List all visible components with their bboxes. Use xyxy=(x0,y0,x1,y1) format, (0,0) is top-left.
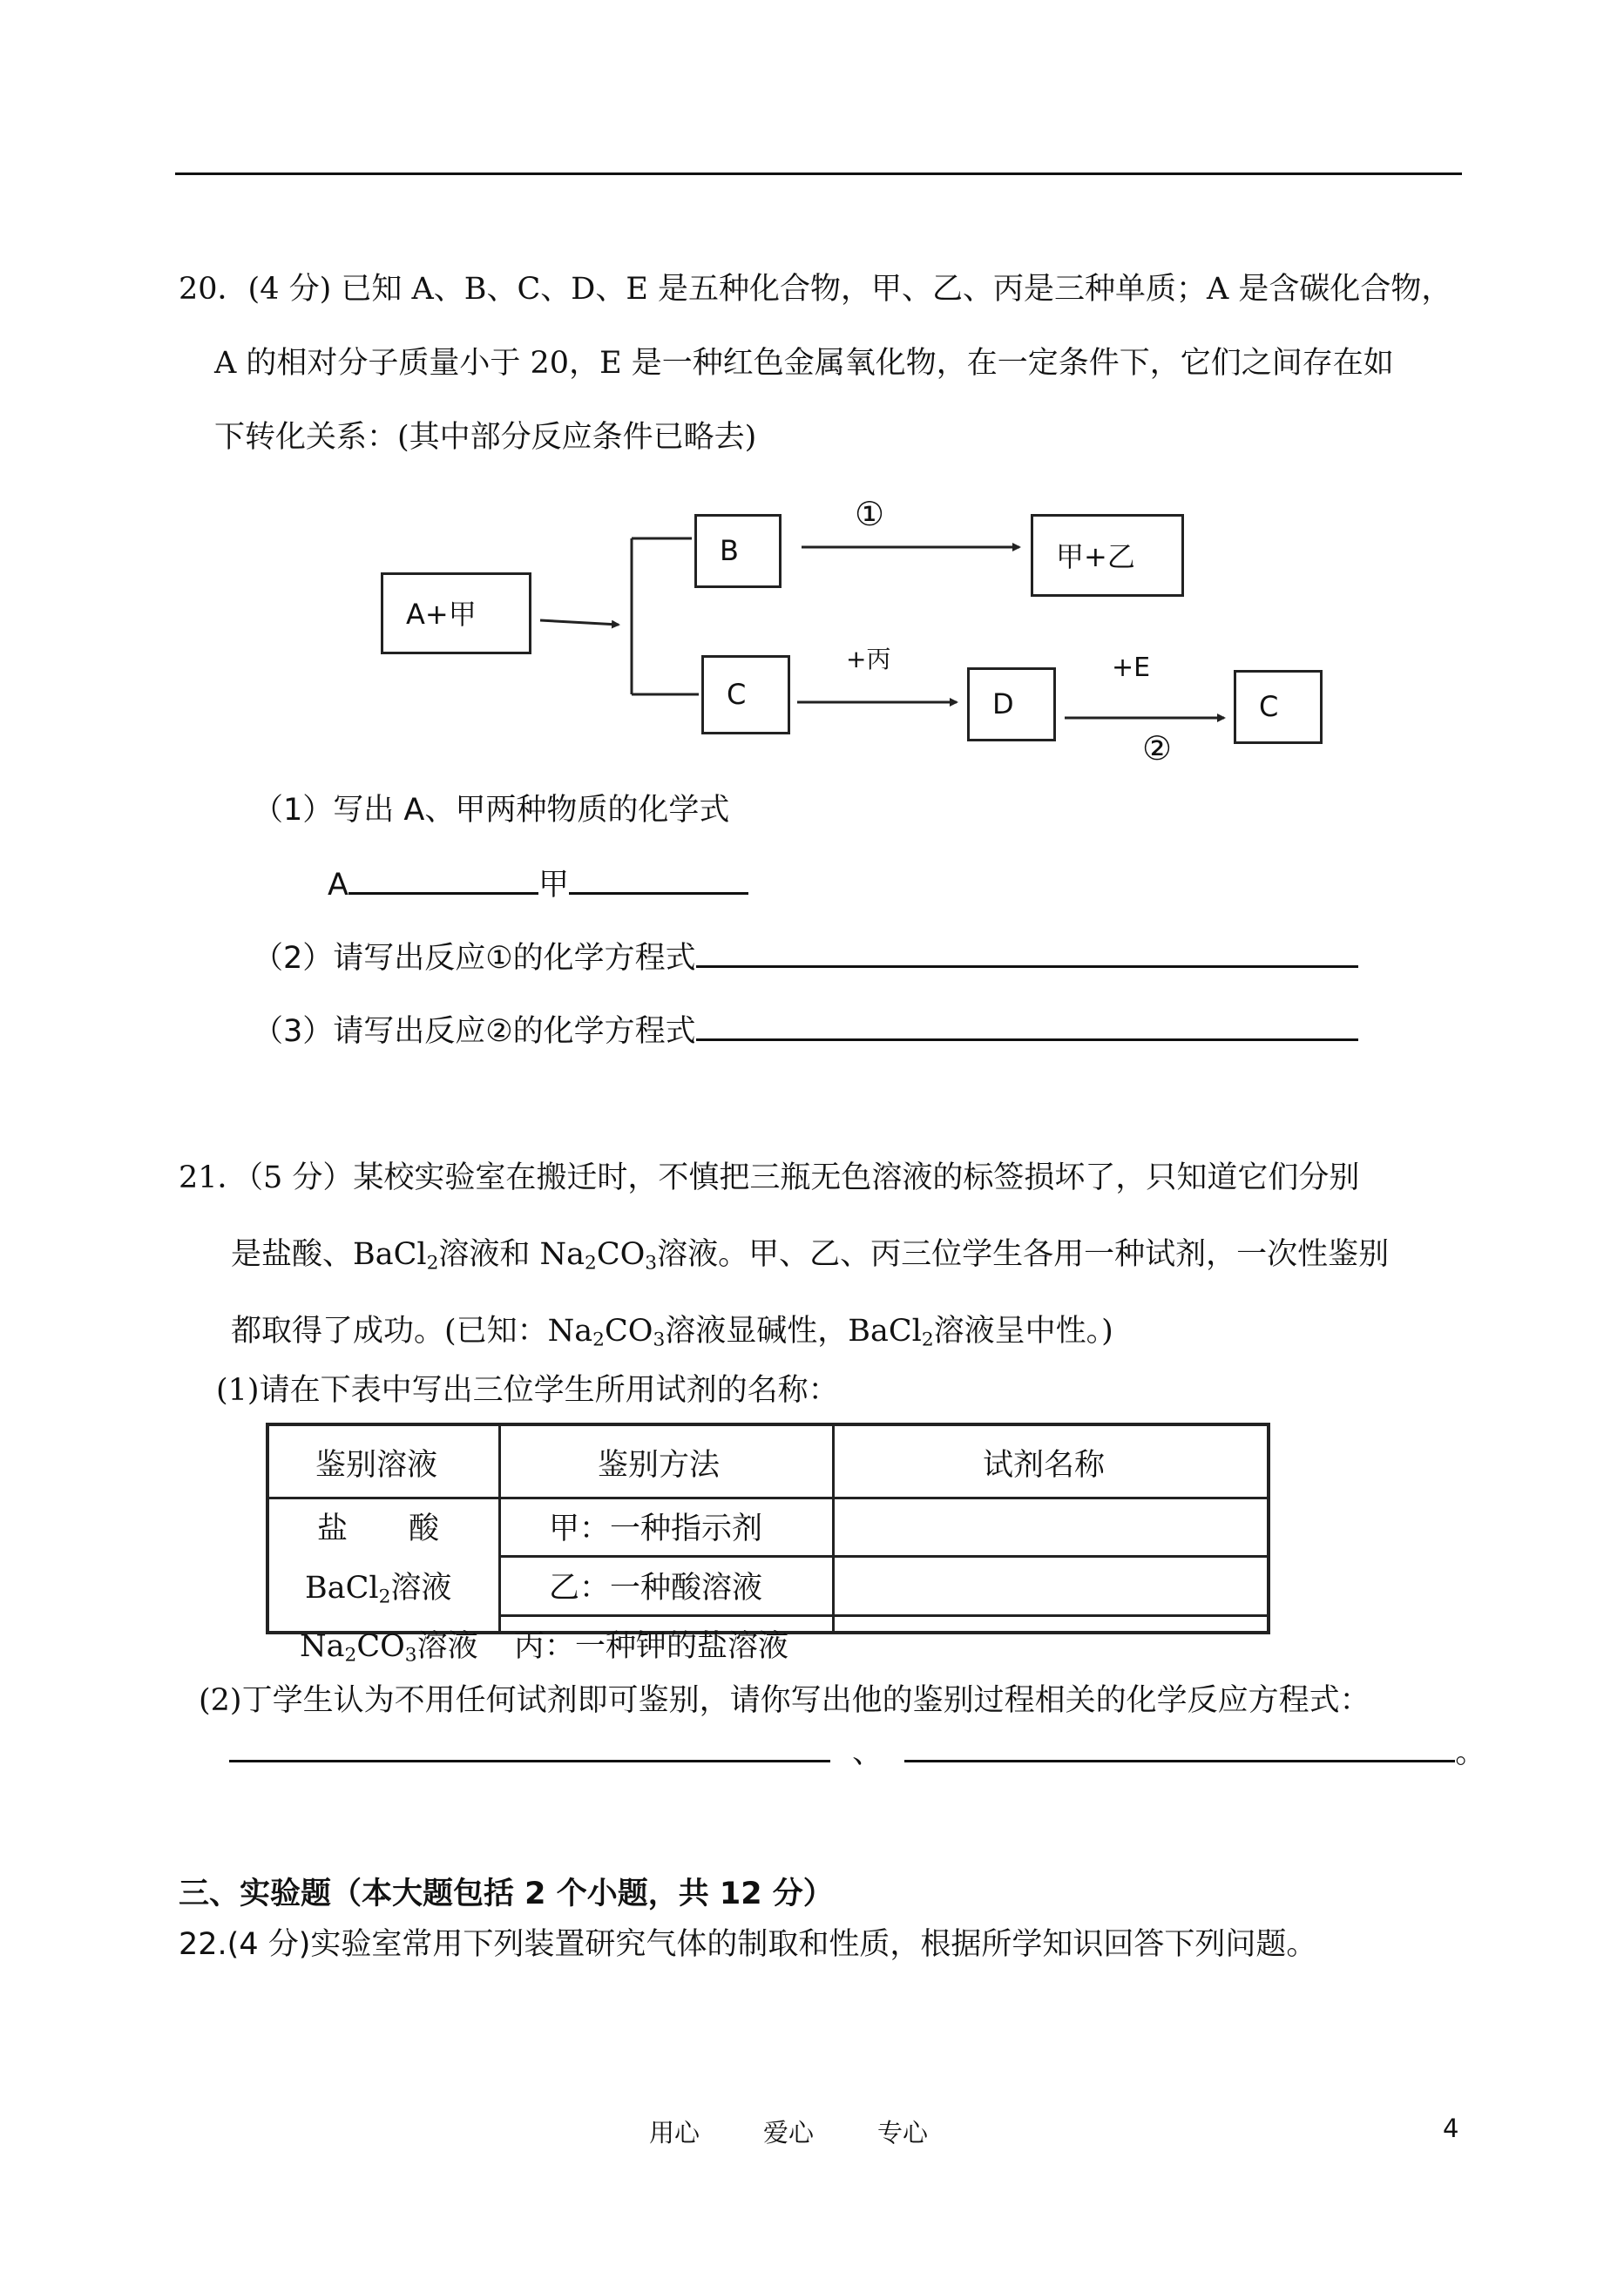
box-a-jia: A+甲 xyxy=(381,572,531,654)
table-solution-bacl2: BaCl$_2$溶液 xyxy=(305,1571,452,1608)
label-add-e: +E xyxy=(1112,653,1151,683)
table-solution-na2co3: $Na_2CO_3$溶液 xyxy=(300,1629,478,1667)
footer-motto-2: 爱心 xyxy=(763,2118,815,2148)
q21-line-3: 都取得了成功。(已知：$Na_2CO_3$溶液显碱性，BaCl$_2$溶液呈中性。) xyxy=(231,1314,1113,1351)
table-method-bing: 丙：一种钾的盐溶液 xyxy=(514,1629,789,1664)
box-c-first: C xyxy=(701,655,790,734)
table-header-method: 鉴别方法 xyxy=(598,1448,721,1483)
label-reaction-2: ② xyxy=(1142,729,1173,768)
table-row-divider-1 xyxy=(498,1555,1270,1558)
footer-motto-1: 用心 xyxy=(649,2118,700,2148)
label-add-bing: +丙 xyxy=(846,645,891,673)
label-reaction-1: ① xyxy=(855,495,885,533)
table-reagent-cell-2[interactable] xyxy=(849,1564,1259,1607)
q20-sub-1: （1）写出 A、甲两种物质的化学式 xyxy=(253,793,730,828)
table-reagent-cell-1[interactable] xyxy=(849,1505,1259,1548)
q20-sub-1-answers xyxy=(328,866,748,904)
table-row-divider-2 xyxy=(498,1614,1270,1617)
q21-line-1: 21．（5 分）某校实验室在搬迁时，不慎把三瓶无色溶液的标签损坏了，只知道它们分别 xyxy=(179,1160,1360,1195)
q21-sub-2: (2)丁学生认为不用任何试剂即可鉴别，请你写出他的鉴别过程相关的化学反应方程式： xyxy=(199,1683,1370,1718)
label-a: A xyxy=(328,868,348,903)
page-number: 4 xyxy=(1443,2114,1459,2143)
q20-sub-3 xyxy=(253,1012,1358,1051)
q20-line-2: A 的相对分子质量小于 20，E 是一种红色金属氧化物，在一定条件下，它们之间存在如 xyxy=(214,346,1394,381)
answer-blank-reaction-2[interactable] xyxy=(696,1012,1358,1041)
table-method-jia: 甲：一种指示剂 xyxy=(549,1512,763,1546)
table-header-solution: 鉴别溶液 xyxy=(315,1448,438,1483)
separator: 、 xyxy=(852,1735,883,1770)
box-b: B xyxy=(694,514,782,588)
box-d: D xyxy=(967,667,1056,741)
q20-line-3: 下转化关系：(其中部分反应条件已略去) xyxy=(214,420,757,455)
answer-blank-reaction-1[interactable] xyxy=(696,939,1358,968)
period: 。 xyxy=(1455,1735,1486,1770)
q21-line-2: 是盐酸、BaCl$_2$溶液和 $Na_2CO_3$溶液。甲、乙、丙三位学生各用一种试剂，一次性鉴别 xyxy=(231,1237,1390,1275)
q22-text: 22.(4 分)实验室常用下列装置研究气体的制取和性质，根据所学知识回答下列问题。 xyxy=(179,1927,1317,1962)
q20-sub-2-text: （2）请写出反应①的化学方程式 xyxy=(253,941,696,976)
box-jia-yi: 甲+乙 xyxy=(1031,514,1184,597)
answer-blank-jia[interactable] xyxy=(569,866,748,895)
table-header-reagent: 试剂名称 xyxy=(983,1448,1106,1483)
answer-blank-a[interactable] xyxy=(348,866,538,895)
q20-sub-2 xyxy=(253,939,1358,977)
footer-motto-3: 专心 xyxy=(877,2118,929,2148)
arrow-to-bracket xyxy=(540,620,619,625)
table-solution-hcl: 盐 酸 xyxy=(317,1512,440,1546)
q20-sub-3-text: （3）请写出反应②的化学方程式 xyxy=(253,1014,696,1049)
table-method-yi: 乙：一种酸溶液 xyxy=(549,1571,763,1606)
q21-sub-1: (1)请在下表中写出三位学生所用试剂的名称： xyxy=(216,1373,839,1408)
section-3-title: 三、实验题（本大题包括 2 个小题，共 12 分） xyxy=(179,1877,834,1911)
table-header-divider xyxy=(266,1497,1270,1499)
answer-blank-equation-1[interactable] xyxy=(229,1734,830,1762)
table-reagent-cell-3[interactable] xyxy=(849,1622,1259,1666)
label-jia: 甲 xyxy=(538,868,569,903)
box-c-second: C xyxy=(1234,670,1323,744)
table-col-divider-2 xyxy=(832,1423,835,1634)
q20-line-1: 20．(4 分) 已知 A、B、C、D、E 是五种化合物，甲、乙、丙是三种单质；A 是含碳化合物， xyxy=(179,272,1452,307)
q21-sub-2-answers xyxy=(229,1734,1485,1772)
answer-blank-equation-2[interactable] xyxy=(904,1734,1455,1762)
table-col-divider-1 xyxy=(498,1423,501,1634)
